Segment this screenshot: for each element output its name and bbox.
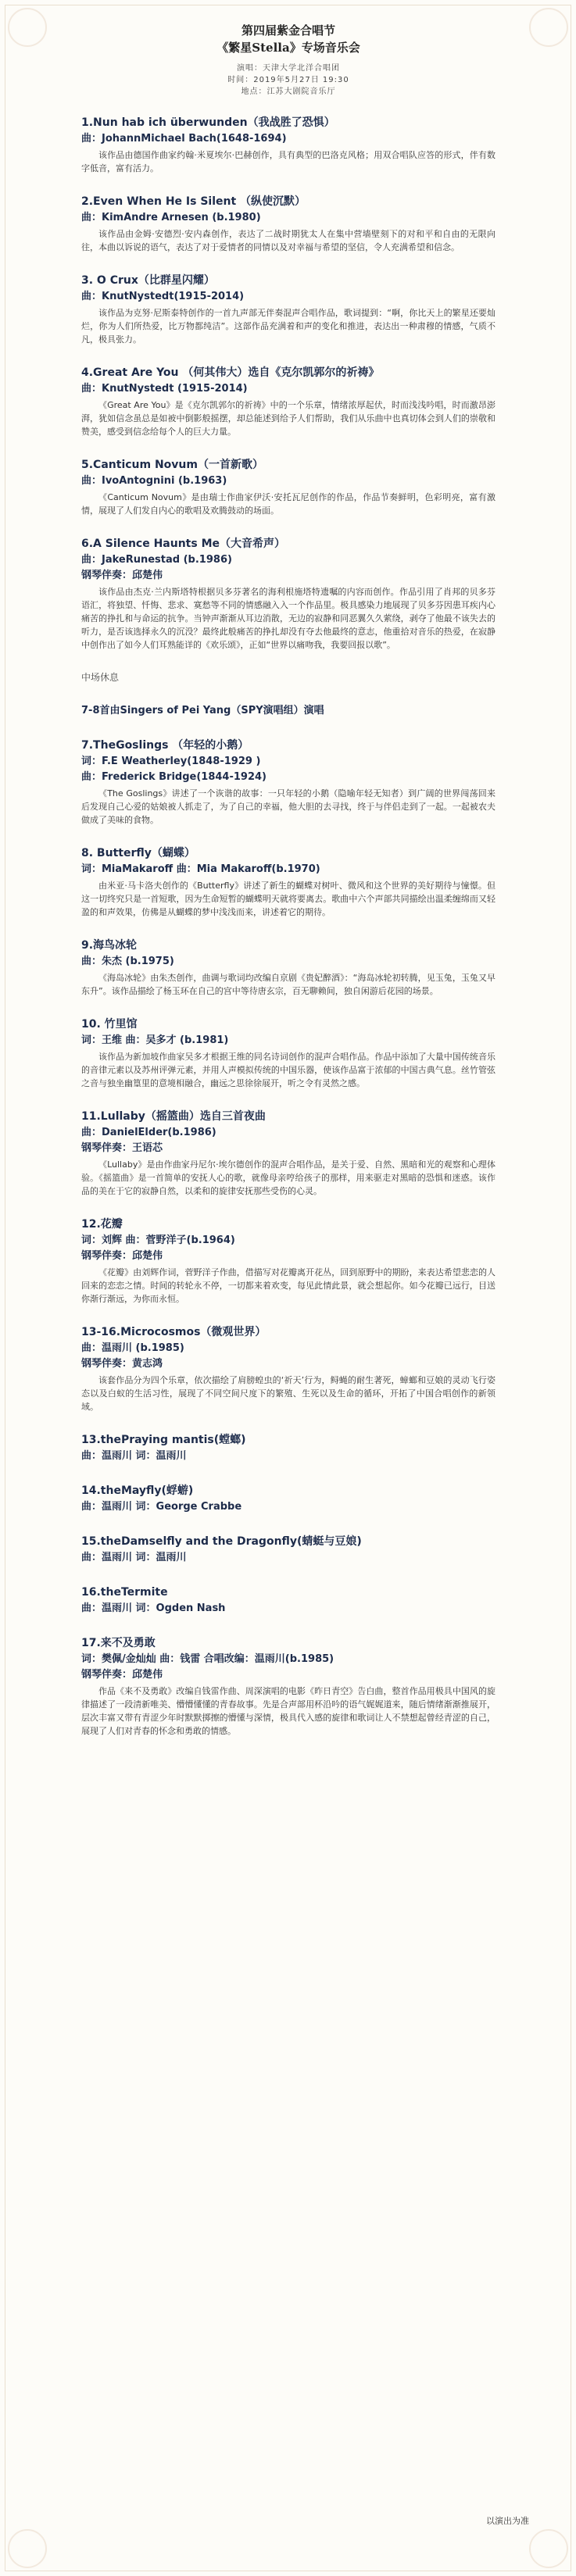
program-item-title: 7.TheGoslings （年轻的小鹅） bbox=[81, 739, 249, 752]
footer-note: 以演出为准 bbox=[486, 2516, 529, 2526]
program-item-credit: 曲：KnutNystedt(1915-2014) bbox=[81, 291, 245, 302]
program-item-credit: 钢琴伴奏：黄志鸿 bbox=[81, 1358, 163, 1370]
program-item-description: 该作品由杰克·兰内斯塔特根据贝多芬著名的海利根施塔特遗嘱的内容而创作。作品引用了肖邦的贝多芬语汇，将独望、忏悔、悲求、寞愁等不同的情感融入入一个作品里。极具感染力地展现了贝多芬因患耳疾内心痛苦的挣扎和与命运的抗争。当钟声渐渐从耳边消散，无边的寂静和同恶翼久久萦绕，剥夺了他最不该失去的听力，是否该选择永久的沉没？最终此般痛苦的挣扎却没有夺去他最终的意志，他重拾对音乐的热爱，在寂静中创作出了如今人们耳熟能详的《欢乐颂》，正如“世界以痛吻我，我要回报以歌”。 bbox=[81, 587, 496, 650]
program-item bbox=[81, 365, 496, 438]
program-item bbox=[81, 1324, 496, 1413]
program-content bbox=[81, 22, 496, 1756]
program-item-description: 《Lullaby》是由作曲家丹尼尔·埃尔德创作的混声合唱作品，是关于爱、自然、黑暗和光的观察和心理体验。《摇篮曲》是一首简单的安抚人心的歌，就像母亲哼给孩子的那样，用来驱走对黑暗的恐惧和迷惑。该作品的美在于它的寂静自然，以柔和的旋律安抚那些受伤的心灵。 bbox=[81, 1159, 496, 1196]
program-item-description: 该作品为克努·尼斯泰特创作的一首九声部无伴奏混声合唱作品，歌词提到：“啊，你比天上的繁星还要灿烂，你为人们所热爱，比万物都纯洁”。这部作品充满着和声的变化和推进，表达出一种肃穆的情感，气质不凡，极具张力。 bbox=[81, 308, 496, 345]
program-item bbox=[81, 845, 496, 919]
program-item bbox=[81, 457, 496, 517]
program-item-credit: 曲：温雨川 词：温雨川 bbox=[81, 1450, 187, 1462]
program-item-description: 该作品由金姆·安德烈·安内森创作，表达了二战时期犹太人在集中营墙壁刻下的对和平和自由的无限向往，本曲以诉说的语气，表达了对于爱情者的同情以及对幸福与希望的坚信，令人充满希望和信念。 bbox=[81, 229, 496, 252]
program-item-title: 2.Even When He Is Silent （纵使沉默） bbox=[81, 195, 306, 208]
program-item-title: 15.theDamselfly and the Dragonfly(蜻蜓与豆娘) bbox=[81, 1535, 362, 1548]
festival-title: 第四届紫金合唱节 bbox=[241, 23, 335, 38]
concert-title: 《繁星Stella》专场音乐会 bbox=[216, 41, 360, 55]
program-item-description: 由米亚·马卡洛夫创作的《Butterfly》讲述了新生的蝴蝶对树叶、微风和这个世界的美好期待与憧憬。但这一切终究只是一首短歌，因为生命短暂的蝴蝶明天就将要离去。歌曲中六个声部共同描绘出温柔缠绵而又轻盈的和声效果，仿佛是从蝴蝶的梦中浅浅而来，讲述着它的期待。 bbox=[81, 881, 496, 917]
program-item bbox=[81, 738, 496, 827]
program-item bbox=[81, 1483, 496, 1515]
program-item-description: 《Canticum Novum》是由瑞士作曲家伊沃·安托瓦尼创作的作品，作品节奏鲜明，色彩明亮，富有激情，展现了人们发自内心的歌唱及欢腾鼓动的场面。 bbox=[81, 492, 496, 516]
program-item bbox=[81, 536, 496, 652]
program-item-title: 14.theMayfly(蜉蝣) bbox=[81, 1485, 194, 1497]
program-list bbox=[81, 115, 496, 1738]
corner-ornament-icon bbox=[529, 2529, 568, 2568]
performer-line: 演唱：天津大学北洋合唱团 bbox=[237, 64, 340, 73]
program-item-credit: 曲：温雨川 词：Ogden Nash bbox=[81, 1602, 226, 1614]
program-item-title: 12.花瓣 bbox=[81, 1218, 123, 1231]
program-item-title: 10. 竹里馆 bbox=[81, 1018, 138, 1031]
program-item-credit: 曲：KimAndre Arnesen (b.1980) bbox=[81, 212, 261, 223]
program-item-description: 《花瓣》由刘辉作词，菅野洋子作曲，借描写对花瓣离开花丛，回到原野中的期盼，来表达希望悲恋的人回来的恋恋之情。时间的转轮永不停，一切都来着欢变，每见此情此景，就会想起你。如今花瓣已远行，目送你渐行渐远，为你而永恒。 bbox=[81, 1267, 496, 1304]
corner-ornament-icon bbox=[8, 8, 47, 47]
program-item bbox=[81, 194, 496, 254]
program-item-credit: 曲：JohannMichael Bach(1648-1694) bbox=[81, 133, 287, 145]
program-item-title: 13-16.Microcosmos（微观世界） bbox=[81, 1326, 267, 1338]
intermission-label: 中场休息 bbox=[81, 672, 120, 683]
program-item-credit: 曲：Frederick Bridge(1844-1924) bbox=[81, 771, 267, 783]
program-item-description: 《海岛冰轮》由朱杰创作，曲调与歌词均改编自京剧《贵妃醉酒》：“海岛冰轮初转腾，见玉兔，玉兔又早东升”。该作品描绘了杨玉环在自己的宫中等待唐玄宗，百无聊赖间，独自闲游后花园的场景。 bbox=[81, 973, 496, 996]
corner-ornament-icon bbox=[529, 8, 568, 47]
program-item-credit: 钢琴伴奏：邱楚伟 bbox=[81, 1250, 163, 1262]
program-item-title: 8. Butterfly（蝴蝶） bbox=[81, 847, 195, 859]
program-item bbox=[81, 938, 496, 998]
program-item-title: 17.来不及勇敢 bbox=[81, 1637, 156, 1649]
program-item-description: 作品《来不及勇敢》改编自钱雷作曲、周深演唱的电影《昨日青空》告白曲，整首作品用极具中国风的旋律描述了一段清新唯美、懵懵懂懂的青春故事。先是合声部用杯沿吟的语气娓娓道来，随后情绪渐渐推展开，层次丰富又带有青涩少年时默默掷擦的懵懂与深情，极具代入感的旋律和歌词让人不禁想起曾经青涩的自己，展现了人们对青春的怀念和勇敢的情感。 bbox=[81, 1686, 496, 1736]
program-item-credit: 曲：KnutNystedt (1915-2014) bbox=[81, 383, 248, 395]
program-item-credit: 曲：朱杰 (b.1975) bbox=[81, 956, 174, 967]
program-item-credit: 钢琴伴奏：邱楚伟 bbox=[81, 1669, 163, 1681]
section-note: 7-8首由Singers of Pei Yang（SPY演唱组）演唱 bbox=[81, 705, 324, 716]
program-item bbox=[81, 1432, 496, 1464]
program-item-title: 5.Canticum Novum（一首新歌） bbox=[81, 459, 263, 471]
program-item bbox=[81, 273, 496, 346]
program-item bbox=[81, 115, 496, 175]
program-item-title: 6.A Silence Haunts Me（大音希声） bbox=[81, 538, 286, 550]
program-item-credit: 曲：JakeRunestad (b.1986) bbox=[81, 554, 232, 566]
program-item-title: 1.Nun hab ich überwunden（我战胜了恐惧） bbox=[81, 116, 335, 129]
program-item-credit: 词：MiaMakaroff 曲：Mia Makaroff(b.1970) bbox=[81, 863, 320, 875]
program-item-title: 11.Lullaby（摇篮曲）选自三首夜曲 bbox=[81, 1110, 266, 1123]
program-item-credit: 曲：温雨川 词：温雨川 bbox=[81, 1552, 187, 1563]
program-item-credit: 曲：温雨川 词：George Crabbe bbox=[81, 1501, 242, 1513]
program-item bbox=[81, 1585, 496, 1617]
program-item bbox=[81, 1016, 496, 1090]
program-item bbox=[81, 1109, 496, 1198]
program-item-description: 该套作品分为四个乐章，依次描绘了肩膀蝗虫的‘祈天’行为，鲟蝇的耐生著死，蟑螂和豆娘的灵动飞行姿态以及白蚁的生活习性，展现了不同空间尺度下的繁殖、生死以及生命的循环，开拓了中国合唱创作的新领域。 bbox=[81, 1375, 496, 1412]
program-item-credit: 钢琴伴奏：王语芯 bbox=[81, 1142, 163, 1154]
program-item-title: 13.thePraying mantis(螳螂) bbox=[81, 1434, 246, 1446]
program-item-credit: 曲：温雨川 (b.1985) bbox=[81, 1342, 184, 1354]
corner-ornament-icon bbox=[8, 2529, 47, 2568]
concert-header bbox=[81, 22, 496, 98]
program-item-description: 该作品由德国作曲家约翰·米夏埃尔·巴赫创作，具有典型的巴洛克风格；用双合唱队应答的形式，伴有数字低音，富有活力。 bbox=[81, 150, 496, 173]
program-item-title: 4.Great Are You （何其伟大）选自《克尔凯郭尔的祈祷》 bbox=[81, 366, 380, 379]
program-item bbox=[81, 1635, 496, 1738]
program-item bbox=[81, 1217, 496, 1306]
program-item-credit: 曲：DanielElder(b.1986) bbox=[81, 1127, 216, 1138]
program-item-description: 该作品为新加坡作曲家吴多才根据王维的同名诗词创作的混声合唱作品。作品中添加了大量中国传统音乐的音律元素以及苏州评弹元素，并用人声模拟传统的中国乐器，使该作品富于浓郁的中国古典气息。丝竹管弦之音与独坐幽篁里的意境相融合，幽远之思徐徐展开，听之令有灵然之感。 bbox=[81, 1052, 496, 1088]
venue-line: 地点：江苏大剧院音乐厅 bbox=[241, 88, 336, 96]
program-item-credit: 词：王维 曲：吴多才 (b.1981) bbox=[81, 1034, 229, 1046]
program-item-credit: 钢琴伴奏：邱楚伟 bbox=[81, 570, 163, 581]
concert-meta bbox=[81, 63, 496, 98]
program-item-credit: 词：樊佩/金灿灿 曲：钱雷 合唱改编：温雨川(b.1985) bbox=[81, 1653, 335, 1665]
program-item bbox=[81, 1534, 496, 1566]
program-item-credit: 词：F.E Weatherley(1848-1929 ) bbox=[81, 756, 261, 767]
program-item-credit: 词：刘辉 曲：菅野洋子(b.1964) bbox=[81, 1234, 235, 1246]
program-item-credit: 曲：IvoAntognini (b.1963) bbox=[81, 475, 227, 487]
program-item-description: 《Great Are You》是《克尔凯郭尔的祈祷》中的一个乐章，情绪浓厚起伏，时而浅浅吟唱，时而激昂澎湃，犹如信念虽总是如被中倒影般摇摆，却总能述到给予人们帮助，我们从乐曲中也真切体会到人们的崇敬和赞美，感受到信念给每个人的巨大力量。 bbox=[81, 400, 496, 437]
program-item-title: 9.海鸟冰轮 bbox=[81, 939, 138, 952]
program-item-title: 3. O Crux（比群星闪耀） bbox=[81, 274, 215, 287]
program-item-title: 16.theTermite bbox=[81, 1586, 168, 1599]
time-line: 时间：2019年5月27日 19:30 bbox=[227, 76, 349, 84]
program-item-description: 《The Goslings》讲述了一个诙谐的故事：一只年轻的小鹅（隐喻年轻无知者）到广阔的世界闯荡回来后发现自己心爱的姑娘被人抓走了，为了自己的幸福，他大胆的去寻找，终于与伴侣走到了一起。一起被农夫做成了美味的食物。 bbox=[81, 788, 496, 825]
